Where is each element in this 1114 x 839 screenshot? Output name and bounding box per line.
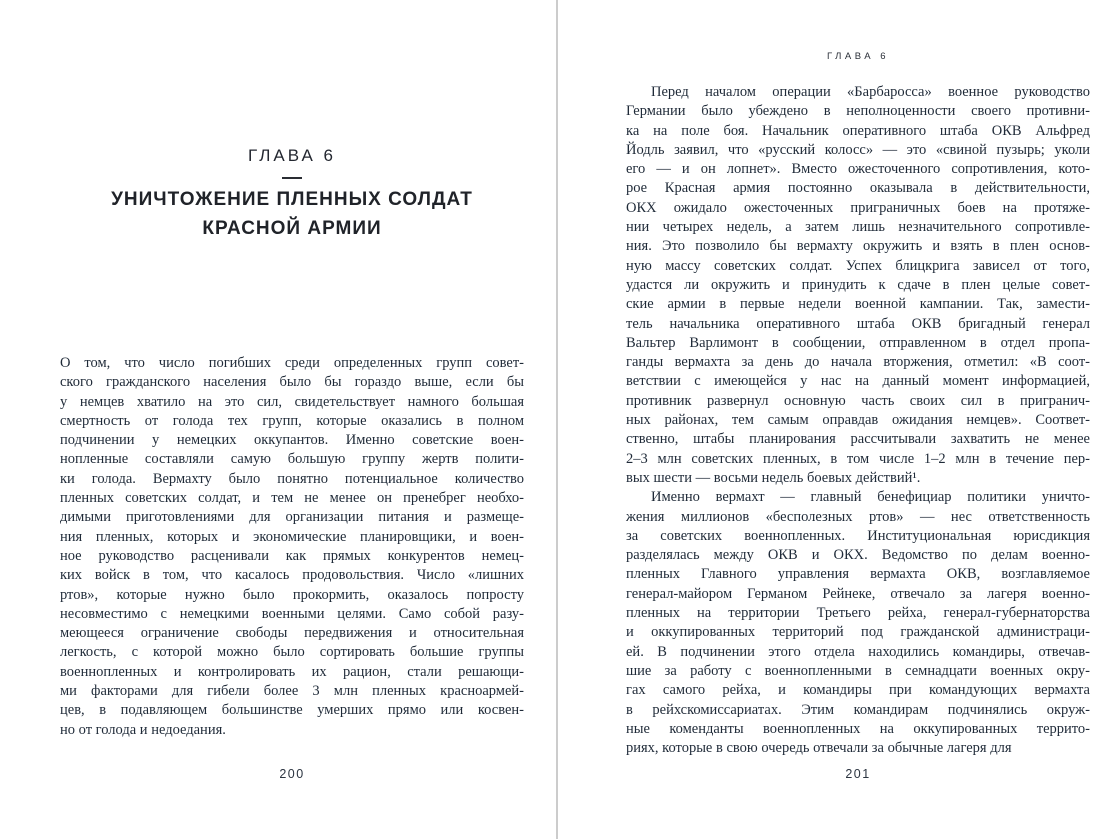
text-line: ных районах, тем самым оправдав ожидания немцев». Соответ-	[626, 412, 1090, 429]
text-line: ки голода. Вермахту было понятно потенциальное количество	[60, 470, 524, 487]
text-line: рое Красная армия постоянно оказывала в действительности,	[626, 180, 1090, 197]
text-line: ские армии в первые недели военной кампании. Так, замести-	[626, 296, 1090, 313]
text-line: риях, которые в свою очередь отвечали за обычные лагеря для	[626, 740, 1012, 757]
text-line: ственно, штабы планирования рассчитывали захватить не менее	[626, 431, 1090, 448]
text-line: нии четырех недель, а затем лишь незначительного сопротивле-	[626, 219, 1090, 236]
text-line: за советских военнопленных. Институциональная юрисдикция	[626, 527, 1090, 544]
text-line: ные коменданты военнопленных на оккупированных террито-	[626, 720, 1090, 737]
text-line: но от голода и недоедания.	[60, 721, 226, 738]
text-line: Вальтер Варлимонт в сообщении, отправленном в отдел пропа-	[626, 334, 1090, 351]
left-page	[60, 0, 524, 839]
text-line: 2–3 млн советских пленных, в том числе 1–2 млн в течение пер-	[626, 450, 1090, 467]
text-line: цев, в подавляющем большинстве умерших прямо или косвен-	[60, 702, 524, 719]
right-page-number: 201	[845, 767, 871, 781]
text-line: смертность от голода тех групп, которые оказались в полном	[60, 412, 524, 429]
right-page	[626, 0, 1090, 839]
text-line: удастся ли окружить и принудить к сдаче в плен целые совет-	[626, 276, 1090, 293]
chapter-title	[60, 185, 524, 243]
right-page-body	[626, 83, 1090, 758]
text-line: ких войск в том, что касалось продовольствия. Число «лишних	[60, 567, 524, 584]
text-line: вых шести — восьми недель боевых действий¹.	[626, 469, 921, 486]
text-line: ния. Это позволило бы вермахту окружить и взять в плен основ-	[626, 238, 1090, 255]
right-page-paragraph-1	[626, 83, 1090, 488]
text-line: ского гражданского населения было бы гораздо выше, если бы	[60, 374, 524, 391]
left-page-number: 200	[279, 767, 305, 781]
chapter-rule	[282, 177, 302, 179]
text-line: ветствии с имеющейся у нас на данный момент информацией,	[626, 373, 1090, 390]
text-line: военнопленных и контролировать их рацион, стали решающи-	[60, 663, 524, 680]
text-line: димыми приготовлениями для организации питания и размеще-	[60, 509, 524, 526]
text-line: его — и он лопнет». Вместо ожесточенного сопротивления, кото-	[626, 161, 1090, 178]
left-page-body-paragraph	[60, 354, 524, 740]
text-line: ртов», которые нужно было прокормить, оказалось попросту	[60, 586, 524, 603]
text-line: ми факторами для гибели более 3 млн пленных красноармей-	[60, 683, 524, 700]
text-line: нопленные составляли самую большую группу жертв полити-	[60, 451, 524, 468]
right-page-paragraph-2	[626, 488, 1090, 758]
text-line: Именно вермахт — главный бенефициар политики уничто-	[651, 489, 1090, 506]
text-line: генерал-майором Германом Рейнеке, отвечало за лагеря военно-	[626, 585, 1090, 602]
text-line: подчинении у немецких оккупантов. Именно советские воен-	[60, 432, 524, 449]
text-line: гах самого рейха, и командиры при командующих вермахта	[626, 682, 1090, 699]
text-line: меющееся ограничение свободы передвижения и относительная	[60, 625, 524, 642]
text-line: несовместимо с немецкими военными целями. Само собой разу-	[60, 605, 524, 622]
text-line: и оккупированных территорий под гражданской администраци-	[626, 624, 1090, 641]
text-line: жения миллионов «бесполезных ртов» — нес ответственность	[626, 508, 1090, 525]
text-line: легкость, с которой можно было сортировать большие группы	[60, 644, 524, 661]
page-gutter-divider	[556, 0, 558, 839]
text-line: Перед началом операции «Барбаросса» военное руководство	[651, 84, 1090, 100]
text-line: у немцев хватило на это сил, свидетельствует намного большая	[60, 393, 524, 410]
text-line: ную массу советских солдат. Успех блицкрига зависел от того,	[626, 257, 1090, 274]
text-line: ОКХ ожидало ожесточенных приграничных боев на протяже-	[626, 199, 1090, 216]
chapter-title-line: КРАСНОЙ АРМИИ	[202, 218, 382, 239]
text-line: пленных советских солдат, и тем не менее он пренебрег необхо-	[60, 490, 524, 507]
chapter-label: ГЛАВА 6	[247, 146, 337, 165]
text-line: шие за работу с военнопленными в семнадцати военных окру-	[626, 662, 1090, 679]
text-line: пленных Главного управления вермахта ОКВ, возглавляемое	[626, 566, 1090, 583]
running-head: ГЛАВА 6	[827, 51, 889, 62]
text-line: Йодль заявил, что «русский колосс» — это «свиной пузырь; уколи	[626, 141, 1090, 158]
text-line: тель начальника оперативного штаба ОКВ бригадный генерал	[626, 315, 1090, 332]
text-line: ния пленных, которых и экономические планировщики, и воен-	[60, 528, 524, 545]
text-line: разделялась между ОКВ и ОКХ. Ведомство по делам военно-	[626, 547, 1090, 564]
text-line: ное руководство расценивали как прямых конкурентов немец-	[60, 547, 524, 564]
text-line: ганды вермахта за день до начала вторжения, отметил: «В соот-	[626, 354, 1090, 371]
text-line: О том, что число погибших среди определенных групп совет-	[60, 355, 524, 371]
text-line: ей. В подчинении этого отдела находились командиры, отвечав-	[626, 643, 1090, 660]
text-line: Германии было убеждено в неполноценности своего противни-	[626, 103, 1090, 120]
text-line: ка на поле боя. Начальник оперативного штаба ОКВ Альфред	[626, 122, 1090, 139]
chapter-title-line: УНИЧТОЖЕНИЕ ПЛЕННЫХ СОЛДАТ	[111, 189, 473, 210]
text-line: пленных на территории Третьего рейха, генерал-губернаторства	[626, 605, 1090, 622]
text-line: противник развернул основную часть своих сил в пригранич-	[626, 392, 1090, 409]
text-line: в рейхскомиссариатах. Этим командирам подчинялись окруж-	[626, 701, 1090, 718]
